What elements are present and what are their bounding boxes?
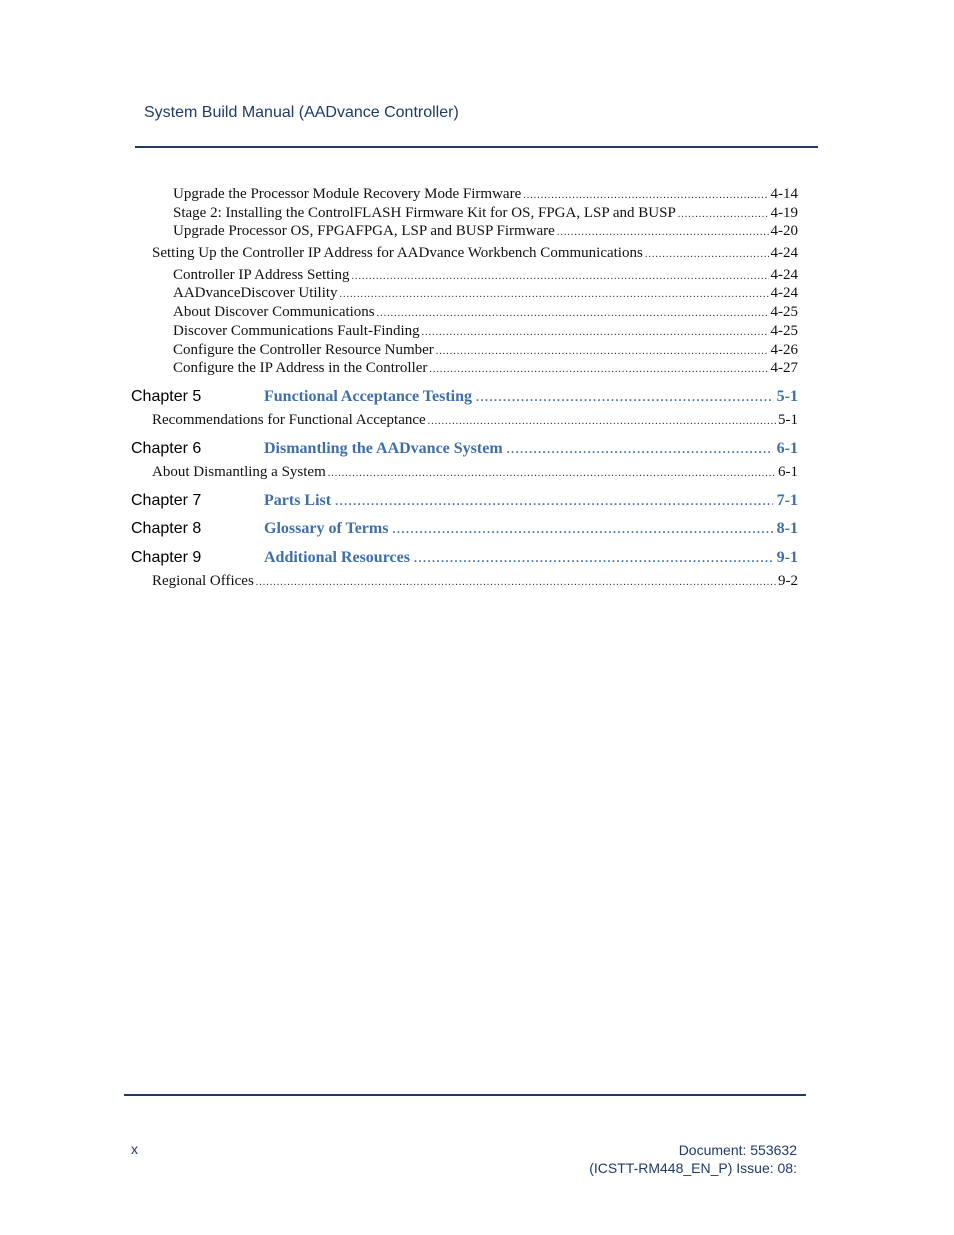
toc-entry[interactable] bbox=[173, 342, 798, 359]
toc-entry-title: Recommendations for Functional Acceptance bbox=[152, 412, 426, 428]
chapter-title: Dismantling the AADvance System bbox=[264, 440, 503, 457]
chapter-page: 9-1 bbox=[776, 549, 798, 566]
header-rule bbox=[135, 146, 818, 148]
chapter-page: 8-1 bbox=[776, 520, 798, 537]
leader-dots bbox=[340, 289, 769, 300]
toc-entry[interactable] bbox=[173, 285, 798, 302]
leader-dots bbox=[436, 346, 769, 357]
toc-entry-page: 4-19 bbox=[770, 205, 798, 221]
toc-entry-page: 4-24 bbox=[770, 267, 798, 283]
toc-entry-title: Setting Up the Controller IP Address for AADvance Workbench Communications bbox=[152, 245, 643, 261]
chapter-label: Chapter 8 bbox=[131, 520, 202, 537]
chapter-label: Chapter 6 bbox=[131, 440, 202, 457]
chapter-label: Chapter 5 bbox=[131, 388, 202, 405]
toc-chapter-9[interactable] bbox=[131, 549, 798, 567]
toc-section-entry[interactable] bbox=[152, 573, 798, 590]
toc-entry-title: About Dismantling a System bbox=[152, 464, 326, 480]
toc-entry-page: 6-1 bbox=[778, 464, 798, 480]
footer-rule bbox=[124, 1094, 806, 1096]
toc-entry-page: 4-27 bbox=[770, 360, 798, 376]
toc-entry-page: 4-24 bbox=[770, 245, 798, 261]
toc-entry-title: Discover Communications Fault-Finding bbox=[173, 323, 420, 339]
chapter-label: Chapter 7 bbox=[131, 492, 202, 509]
toc-section-entry[interactable] bbox=[152, 412, 798, 429]
toc-entry-page: 9-2 bbox=[778, 573, 798, 589]
toc-entry-page: 5-1 bbox=[778, 412, 798, 428]
document-issue: (ICSTT-RM448_EN_P) Issue: 08: bbox=[589, 1160, 797, 1176]
toc-entry-page: 4-26 bbox=[770, 342, 798, 358]
leader-dots bbox=[328, 468, 776, 479]
toc-entry[interactable] bbox=[173, 360, 798, 377]
chapter-page: 7-1 bbox=[776, 492, 798, 509]
toc-entry-page: 4-25 bbox=[770, 304, 798, 320]
toc-entry-page: 4-20 bbox=[770, 223, 798, 239]
leader-dots bbox=[429, 364, 768, 375]
chapter-label: Chapter 9 bbox=[131, 549, 202, 566]
leader-dots bbox=[645, 249, 769, 260]
toc-entry-page: 4-25 bbox=[770, 323, 798, 339]
chapter-page: 6-1 bbox=[776, 440, 798, 457]
toc-chapter-5[interactable] bbox=[131, 388, 798, 406]
document-number: Document: 553632 bbox=[678, 1142, 797, 1158]
chapter-title: Additional Resources bbox=[264, 549, 410, 566]
toc-entry-title: AADvanceDiscover Utility bbox=[173, 285, 338, 301]
toc-entry[interactable] bbox=[173, 223, 798, 240]
leader-dots bbox=[377, 308, 769, 319]
leader-dots bbox=[678, 209, 769, 220]
running-header-title: System Build Manual (AADvance Controller) bbox=[144, 104, 459, 121]
toc-entry[interactable] bbox=[173, 304, 798, 321]
toc-entry-title: About Discover Communications bbox=[173, 304, 375, 320]
toc-entry-title: Configure the IP Address in the Controller bbox=[173, 360, 428, 376]
toc-chapter-6[interactable] bbox=[131, 440, 798, 458]
leader-dots bbox=[256, 577, 776, 588]
leader-dots bbox=[428, 416, 776, 427]
toc-entry-title: Stage 2: Installing the ControlFLASH Firmware Kit for OS, FPGA, LSP and BUSP bbox=[173, 205, 676, 221]
toc-entry[interactable] bbox=[173, 205, 798, 222]
toc-entry-title: Regional Offices bbox=[152, 573, 254, 589]
chapter-title: Functional Acceptance Testing bbox=[264, 388, 473, 405]
toc-entry-title: Upgrade Processor OS, FPGAFPGA, LSP and BUSP Firmware bbox=[173, 223, 555, 239]
toc-entry[interactable] bbox=[173, 186, 798, 203]
leader-dots bbox=[476, 390, 773, 405]
toc-entry[interactable] bbox=[173, 323, 798, 340]
page-number: x bbox=[131, 1141, 138, 1157]
leader-dots bbox=[422, 327, 769, 338]
toc-entry-title: Controller IP Address Setting bbox=[173, 267, 350, 283]
leader-dots bbox=[352, 271, 769, 282]
toc-chapter-8[interactable] bbox=[131, 520, 798, 538]
chapter-page: 5-1 bbox=[776, 388, 798, 405]
leader-dots bbox=[414, 551, 773, 566]
toc-entry[interactable] bbox=[173, 267, 798, 284]
document-info bbox=[589, 1141, 797, 1177]
toc-entry-page: 4-14 bbox=[770, 186, 798, 202]
leader-dots bbox=[523, 190, 768, 201]
toc-entry-title: Upgrade the Processor Module Recovery Mode Firmware bbox=[173, 186, 522, 202]
leader-dots bbox=[335, 494, 773, 509]
leader-dots bbox=[507, 442, 773, 457]
leader-dots bbox=[392, 522, 772, 537]
chapter-title: Parts List bbox=[264, 492, 332, 509]
toc-entry-page: 4-24 bbox=[770, 285, 798, 301]
leader-dots bbox=[557, 227, 769, 238]
toc-section-entry[interactable] bbox=[152, 464, 798, 481]
toc-chapter-7[interactable] bbox=[131, 492, 798, 510]
chapter-title: Glossary of Terms bbox=[264, 520, 389, 537]
toc-entry-title: Configure the Controller Resource Number bbox=[173, 342, 434, 358]
toc-section-entry[interactable] bbox=[152, 245, 798, 262]
